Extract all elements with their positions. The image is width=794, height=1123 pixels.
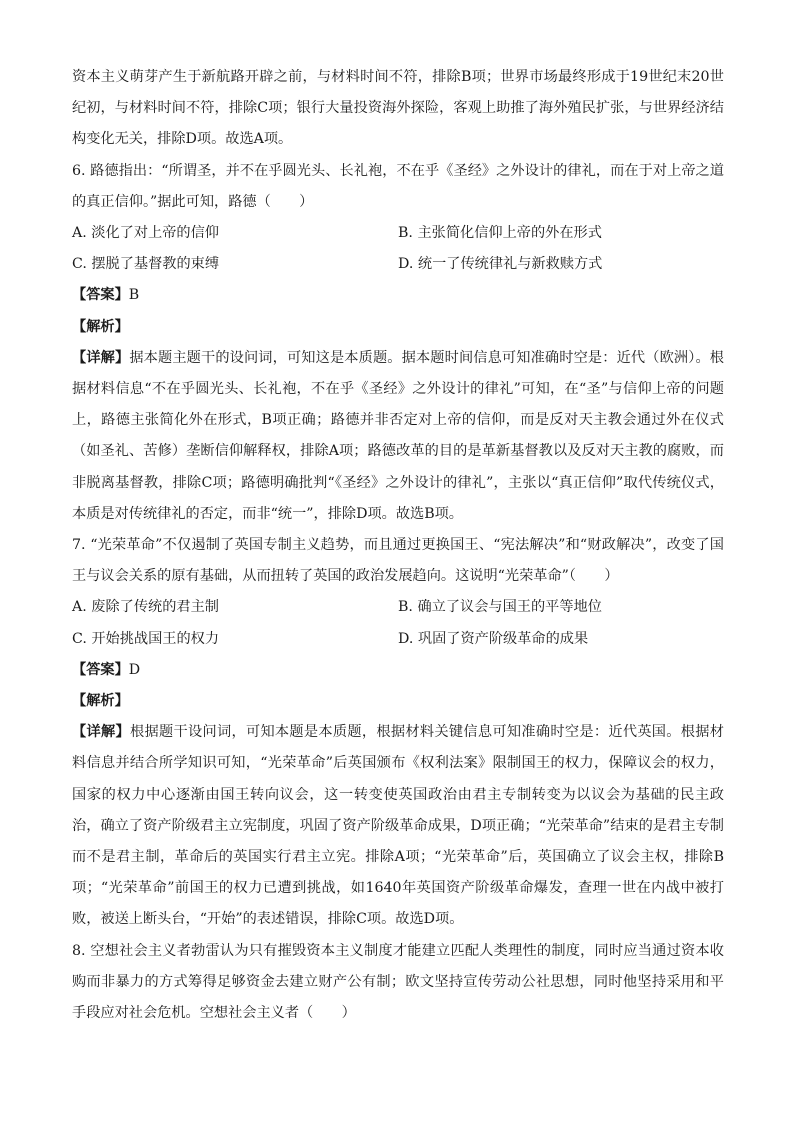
question-8-stem: 8. 空想社会主义者勃雷认为只有摧毁资本主义制度才能建立匹配人类理性的制度，同时应当通过资本收购而非暴力的方式筹得足够资金去建立财产公有制；欧文坚持宣传劳动公社思想，同时他坚持采用和平手段应对社会危机。空想社会主义者（ ） [72, 942, 724, 1022]
detail-label: 【详解】 [72, 724, 130, 741]
question-7-detail [72, 717, 724, 935]
question-6-option-d: D. 统一了传统律礼与新救赎方式 [398, 256, 603, 273]
detail-text: 根据题干设问词，可知本题是本质题，根据材料关键信息可知准确时空是：近代英国。根据材料信息并结合所学知识可知，“光荣革命”后英国颁布《权利法案》限制国王的权力，保障议会的权力，国家的权力中心逐渐由国王转向议会，这一转变使英国政治由君主专制转变为以议会为基础的民主政治，确立了资产阶级君主立宪制度，巩固了资产阶级革命成果，D项正确；“光荣革命”结束的是君主专制而不是君主制，革命后的英国实行君主立宪。排除A项；“光荣革命”后，英国确立了议会主权，排除B项；“光荣革命”前国王的权力已遭到挑战，如1640年英国资产阶级革命爆发，查理一世在内战中被打败，被送上断头台，“开始”的表述错误，排除C项。故选D项。 [72, 724, 724, 928]
detail-label: 【详解】 [72, 349, 130, 366]
question-6-stem: 6. 路德指出：“所谓圣，并不在乎圆光头、长礼袍，不在乎《圣经》之外设计的律礼，而在于对上帝之道的真正信仰。”据此可知，路德（ ） [72, 162, 724, 210]
question-6 [72, 156, 724, 530]
q5-analysis-tail: 资本主义萌芽产生于新航路开辟之前，与材料时间不符，排除B项；世界市场最终形成于19世纪末20世纪初，与材料时间不符，排除C项；银行大量投资海外探险，客观上助推了海外殖民扩张，与世界经济结构变化无关，排除D项。故选A项。 [72, 69, 724, 148]
question-7-option-b: B. 确立了议会与国王的平等地位 [398, 599, 602, 616]
answer-label: 【答案】 [72, 287, 129, 304]
question-6-option-b: B. 主张简化信仰上帝的外在形式 [398, 225, 602, 242]
answer-label: 【答案】 [72, 661, 129, 678]
question-7-analysis-label: 【解析】 [72, 693, 129, 710]
question-6-answer [72, 280, 724, 311]
question-7-option-a: A. 废除了传统的君主制 [72, 599, 219, 616]
question-7-answer [72, 655, 724, 686]
question-6-option-a: A. 淡化了对上帝的信仰 [72, 225, 219, 242]
question-6-option-c: C. 摆脱了基督教的束缚 [72, 256, 220, 273]
question-6-detail [72, 343, 724, 530]
question-8 [72, 936, 724, 1030]
document-page [72, 62, 724, 1029]
question-6-options [72, 218, 724, 280]
detail-text: 据本题主题干的设问词，可知这是本质题。据本题时间信息可知准确时空是：近代（欧洲）。根据材料信息“不在乎圆光头、长礼袍，不在乎《圣经》之外设计的律礼”可知，在“圣”与信仰上帝的问题上，路德主张简化外在形式，B项正确；路德并非否定对上帝的信仰，而是反对天主教会通过外在仪式（如圣礼、苦修）垄断信仰解释权，排除A项；路德改革的目的是革新基督教以及反对天主教的腐败，而非脱离基督教，排除C项；路德明确批判“《圣经》之外设计的律礼”，主张以“真正信仰”取代传统仪式，本质是对传统律礼的否定，而非“统一”，排除D项。故选B项。 [72, 349, 724, 522]
question-7-option-c: C. 开始挑战国王的权力 [72, 630, 220, 647]
answer-value: B [128, 287, 140, 304]
question-6-analysis-label: 【解析】 [72, 318, 129, 335]
question-7-stem: 7. “光荣革命”不仅遏制了英国专制主义趋势，而且通过更换国王、“宪法解决”和“财政解决”，改变了国王与议会关系的原有基础，从而扭转了英国的政治发展趋向。这说明“光荣革命”（ ） [72, 537, 724, 585]
question-7-options [72, 592, 724, 654]
question-7 [72, 530, 724, 936]
question-7-option-d: D. 巩固了资产阶级革命的成果 [398, 630, 589, 647]
answer-value: D [128, 661, 141, 678]
